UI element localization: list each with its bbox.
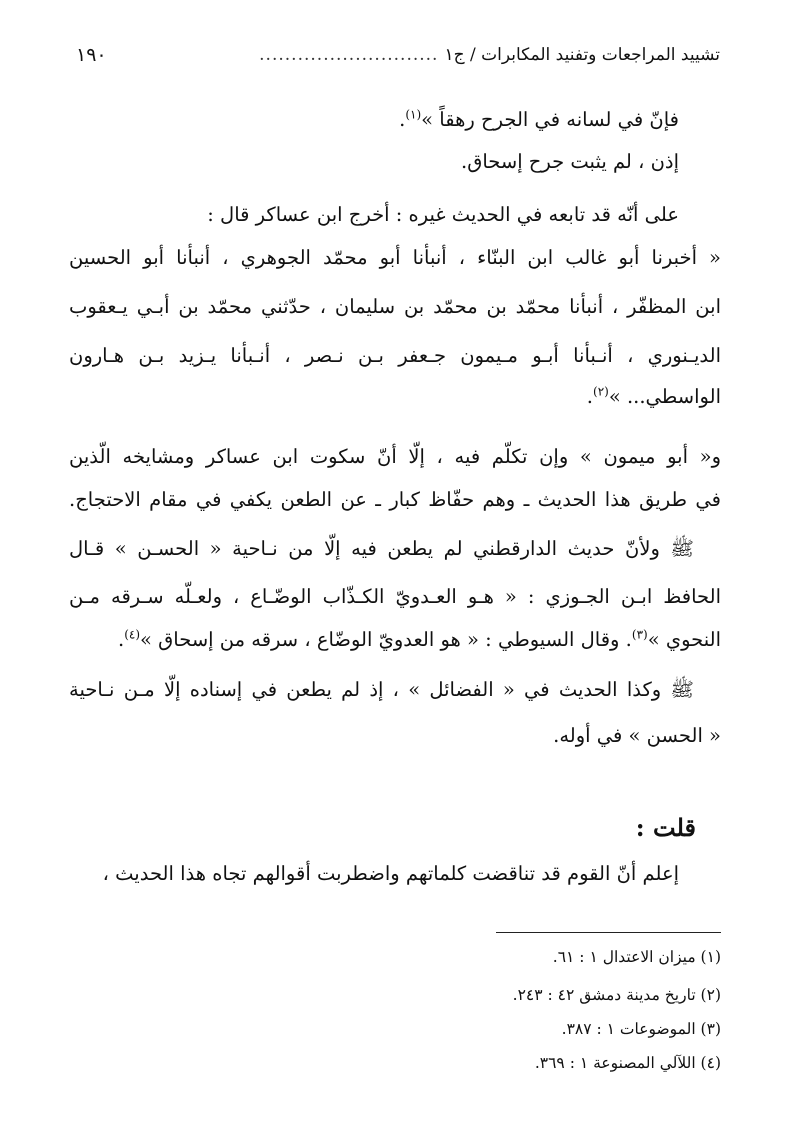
- text-line: ابن المظفّر ، أنبأنا محمّد بن محمّد بن سليمان ، حدّثني محمّد بن أبـي يـعقوب: [69, 295, 721, 318]
- text-line: و« أبو ميمون » وإن تكلّم فيه ، إلّا أنّ سكوت ابن عساكر ومشايخه الّذين: [69, 445, 721, 468]
- header-title-group: [107, 45, 720, 65]
- footnote-separator: [496, 932, 721, 933]
- footnote: (٤) اللآلي المصنوعة ١ : ٣٦٩.: [534, 1054, 721, 1072]
- footnote-mark: (٢): [593, 384, 609, 399]
- text-line: النحوي »$^{(٣)}$. وقال السيوطي : « هو العدويّ الوضّاع ، سرقه من إسحاق »$^{(٤)}$.: [118, 627, 721, 651]
- text-line: « الحسن » في أوله.: [553, 724, 721, 747]
- section-heading: قلت :: [635, 813, 696, 842]
- text-line: الواسطي... »$^{(٢)}$.: [586, 384, 721, 408]
- text-line: فإنّ في لسانه في الجرح رهقاً »$^{(١)}$.: [399, 107, 679, 131]
- text-line: على أنّه قد تابعه في الحديث غيره : أخرج ابن عساكر قال :: [207, 203, 679, 226]
- text-line: « أخبرنا أبو غالب ابن البنّاء ، أنبأنا أبو محمّد الجوهري ، أنبأنا أبو الحسين: [69, 246, 721, 269]
- text-line: إعلم أنّ القوم قد تناقضت كلماتهم واضطربت أقوالهم تجاه هذا الحديث ،: [102, 862, 679, 885]
- footnote-mark: (٣): [631, 627, 648, 642]
- running-header: [70, 40, 720, 70]
- footnote: (٣) الموضوعات ١ : ٣٨٧.: [561, 1020, 721, 1038]
- footnote-mark: (٤): [124, 627, 141, 642]
- text-line: ﷺ ولأنّ حديث الدارقطني لم يطعن فيه إلّا من نـاحية « الحسـن » قـال: [69, 537, 694, 560]
- footnote: (١) ميزان الاعتدال ١ : ٦١.: [552, 948, 721, 966]
- header-leader-dots: ............................: [259, 45, 439, 65]
- text-line: إذن ، لم يثبت جرح إسحاق.: [461, 150, 679, 173]
- header-title: تشييد المراجعات وتفنيد المكابرات / ج١: [444, 45, 720, 65]
- footnote: (٢) تاريخ مدينة دمشق ٤٢ : ٢٤٣.: [512, 986, 721, 1004]
- text-line: الديـنوري ، أنـبأنا أبـو مـيمون جـعفر بـن نـصر ، أنـبأنا يـزيد بـن هـارون: [69, 344, 721, 367]
- footnote-mark: (١): [405, 107, 422, 122]
- page-number: ١٩٠: [76, 44, 107, 66]
- text-line: الحافظ ابـن الجـوزي : « هـو العـدويّ الكـذّاب الوضّـاع ، ولعـلّه سـرقه مـن: [69, 585, 721, 608]
- text-line: ﷺ وكذا الحديث في « الفضائل » ، إذ لم يطعن في إسناده إلّا مـن نـاحية: [69, 678, 694, 701]
- text-line: في طريق هذا الحديث ـ وهم حفّاظ كبار ـ عن الطعن يكفي في مقام الاحتجاج.: [69, 488, 721, 511]
